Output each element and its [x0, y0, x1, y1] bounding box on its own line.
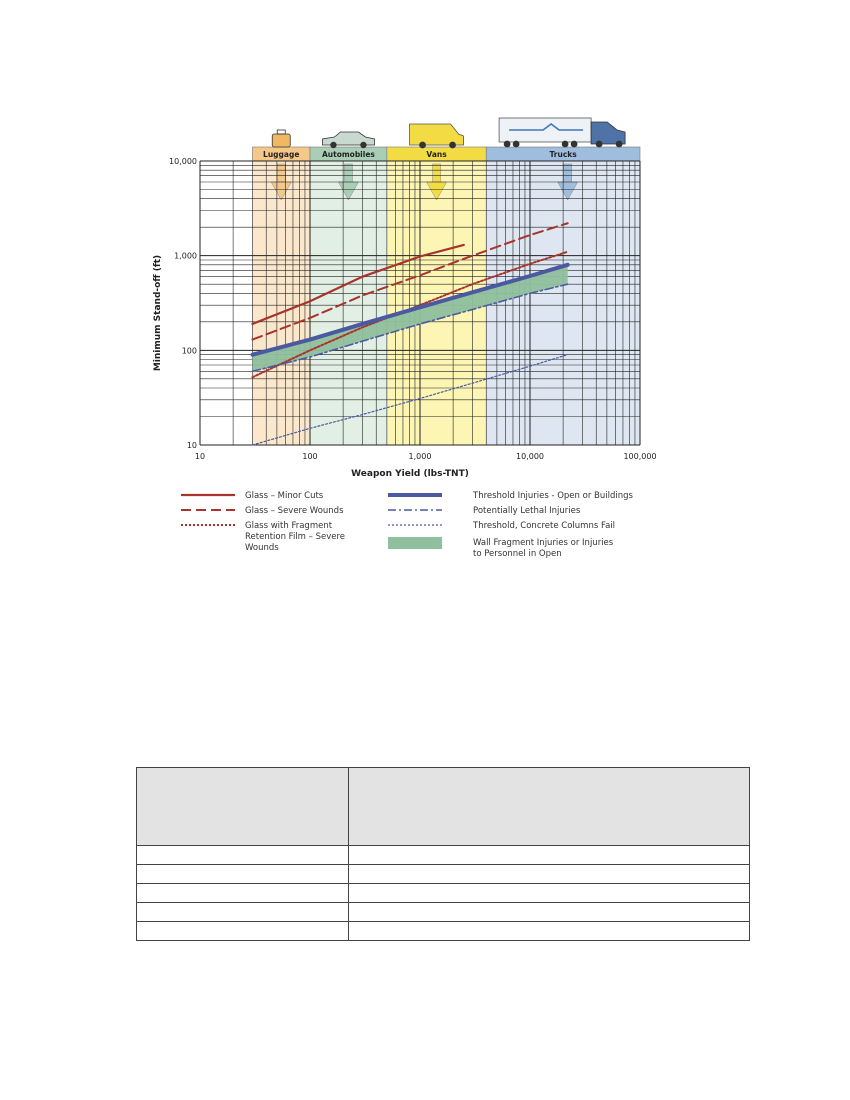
legend-label: Glass – Minor Cuts: [245, 491, 324, 501]
table-cell: [137, 884, 349, 903]
table-cell: [349, 922, 750, 941]
table-cell: [137, 903, 349, 922]
luggage-icon: [272, 130, 290, 147]
table-row: [137, 922, 750, 941]
legend-label: Threshold Injuries - Open or Buildings: [473, 491, 633, 501]
table-header-row: [137, 768, 750, 846]
blast-standoff-figure: [136, 108, 657, 570]
data-table: [136, 767, 750, 941]
legend-label: Glass – Severe Wounds: [245, 506, 344, 516]
y-tick-label: 100: [181, 346, 197, 356]
chart-legend: [181, 491, 634, 559]
y-tick-label: 10: [186, 441, 197, 450]
legend-label: Wall Fragment Injuries or Injuries to Personnel in Open: [473, 538, 614, 559]
van-icon: [410, 124, 464, 148]
table-row: [137, 903, 750, 922]
x-axis-title: Weapon Yield (lbs-TNT): [351, 469, 469, 479]
legend-label: Threshold, Concrete Columns Fail: [473, 521, 616, 531]
car-icon: [322, 132, 374, 148]
category-label: Trucks: [549, 150, 577, 159]
table-row: [137, 884, 750, 903]
x-tick-label: 10: [194, 452, 206, 461]
y-axis-title: Minimum Stand-off (ft): [153, 254, 163, 372]
table-cell: [137, 865, 349, 884]
table-cell: [349, 846, 750, 865]
x-tick-label: 100: [302, 452, 318, 461]
table-row: [137, 846, 750, 865]
standoff-chart: [136, 108, 657, 570]
vehicle-icons: [272, 118, 625, 148]
x-tick-label: 10,000: [516, 452, 544, 461]
x-tick-label: 100,000: [623, 452, 657, 461]
category-band: [310, 161, 387, 445]
category-label: Automobiles: [321, 150, 375, 159]
table-cell: [349, 884, 750, 903]
table-header-cell: [349, 768, 750, 846]
table-row: [137, 865, 750, 884]
table-header-cell: [137, 768, 349, 846]
category-label: Vans: [426, 150, 447, 159]
category-band: [252, 161, 310, 445]
table-cell: [349, 865, 750, 884]
category-label: Luggage: [263, 150, 300, 159]
table-cell: [137, 922, 349, 941]
legend-swatch: [388, 537, 442, 549]
y-tick-label: 1,000: [174, 251, 197, 261]
legend-label: Potentially Lethal Injuries: [473, 506, 581, 516]
table-cell: [349, 903, 750, 922]
x-tick-label: 1,000: [408, 452, 432, 461]
legend-label: Glass with Fragment Retention Film – Severe Wounds: [245, 521, 346, 553]
category-bands: [252, 147, 640, 445]
table-cell: [137, 846, 349, 865]
truck-icon: [499, 118, 625, 147]
y-tick-label: 10,000: [169, 157, 197, 166]
